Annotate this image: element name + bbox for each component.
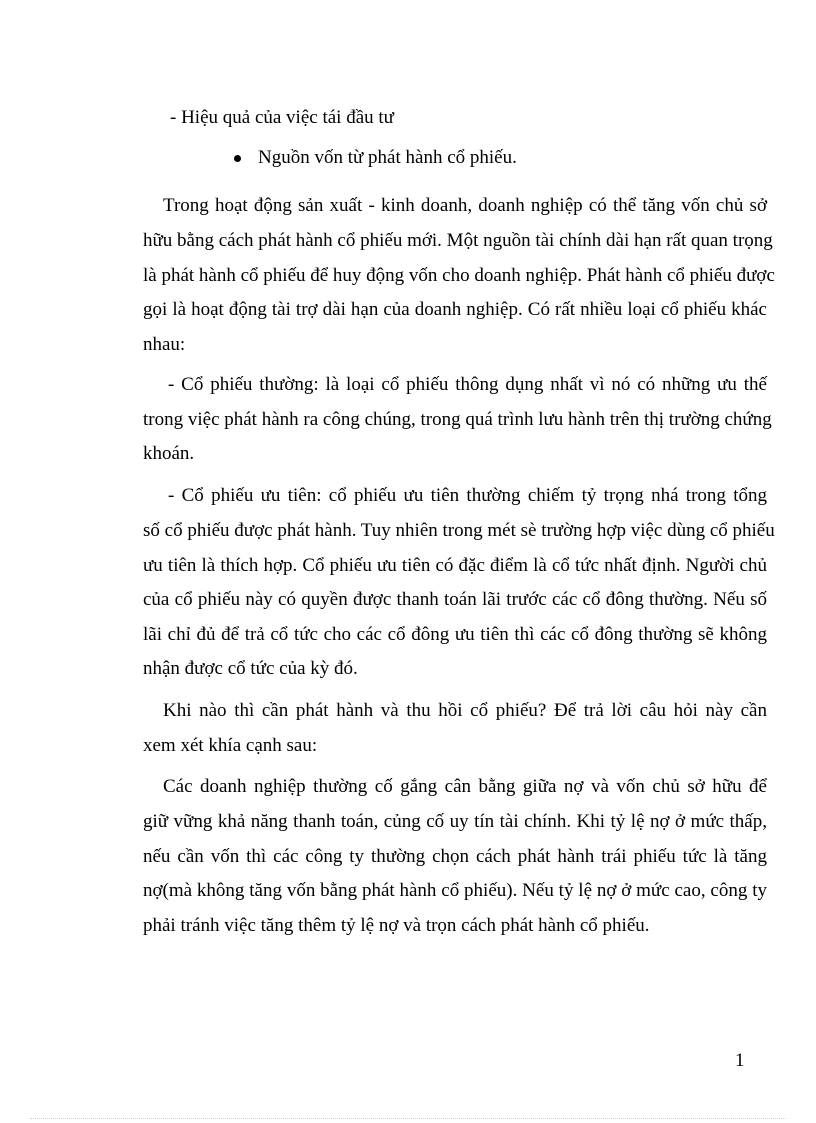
paragraph-line: Trong hoạt động sản xuất - kinh doanh, doanh nghiệp có thể tăng vốn chủ sở xyxy=(163,195,767,216)
paragraph-line: - Cổ phiếu ưu tiên: cổ phiếu ưu tiên thường chiếm tỷ trọng nhá trong tổng xyxy=(168,485,767,506)
paragraph-line: ưu tiên là thích hợp. Cổ phiếu ưu tiên có đặc điểm là cổ tức nhất định. Người chủ xyxy=(143,555,767,576)
paragraph-line: nếu cần vốn thì các công ty thường chọn cách phát hành trái phiếu tức là tăng xyxy=(143,846,767,867)
paragraph-line: xem xét khía cạnh sau: xyxy=(143,735,318,756)
heading-line: - Hiệu quả của việc tái đầu tư xyxy=(170,107,394,128)
bullet-dot-icon xyxy=(234,155,241,162)
paragraph-line: lãi chỉ đủ để trả cổ tức cho các cổ đông ưu tiên thì các cổ đông thường sẽ không xyxy=(143,624,767,645)
paragraph-line: là phát hành cổ phiếu để huy động vốn cho doanh nghiệp. Phát hành cổ phiếu được xyxy=(143,265,775,286)
paragraph-line: trong việc phát hành ra công chúng, trong quá trình lưu hành trên thị trường chứng xyxy=(143,409,772,430)
paragraph-line: Khi nào thì cần phát hành và thu hồi cổ phiếu? Để trả lời câu hỏi này cần xyxy=(163,700,767,721)
paragraph-line: phải tránh việc tăng thêm tỷ lệ nợ và trọn cách phát hành cổ phiếu. xyxy=(143,915,650,936)
paragraph-line: nhau: xyxy=(143,334,186,355)
paragraph-line: gọi là hoạt động tài trợ dài hạn của doanh nghiệp. Có rất nhiều loại cổ phiếu khác xyxy=(143,299,767,320)
paragraph-line: hữu bằng cách phát hành cổ phiếu mới. Một nguồn tài chính dài hạn rất quan trọng xyxy=(143,230,773,251)
paragraph-line: - Cổ phiếu thường: là loại cổ phiếu thông dụng nhất vì nó có những ưu thế xyxy=(168,374,767,395)
paragraph-line: nợ(mà không tăng vốn bằng phát hành cổ phiếu). Nếu tỷ lệ nợ ở mức cao, công ty xyxy=(143,880,767,901)
paragraph-line: Các doanh nghiệp thường cố gắng cân bằng giữa nợ và vốn chủ sở hữu để xyxy=(163,776,767,797)
bullet-item: Nguồn vốn từ phát hành cổ phiếu. xyxy=(258,147,517,168)
paragraph-line: giữ vững khả năng thanh toán, củng cố uy tín tài chính. Khi tỷ lệ nợ ở mức thấp, xyxy=(143,811,767,832)
paragraph-line: số cổ phiếu được phát hành. Tuy nhiên trong mét sè trường hợp việc dùng cổ phiếu xyxy=(143,520,775,541)
paragraph-line: của cổ phiếu này có quyền được thanh toán lãi trước các cổ đông thường. Nếu số xyxy=(143,589,767,610)
page-number: 1 xyxy=(735,1050,745,1071)
paragraph-line: khoán. xyxy=(143,443,195,464)
page-bottom-divider xyxy=(30,1118,786,1119)
paragraph-line: nhận được cổ tức của kỳ đó. xyxy=(143,658,358,679)
